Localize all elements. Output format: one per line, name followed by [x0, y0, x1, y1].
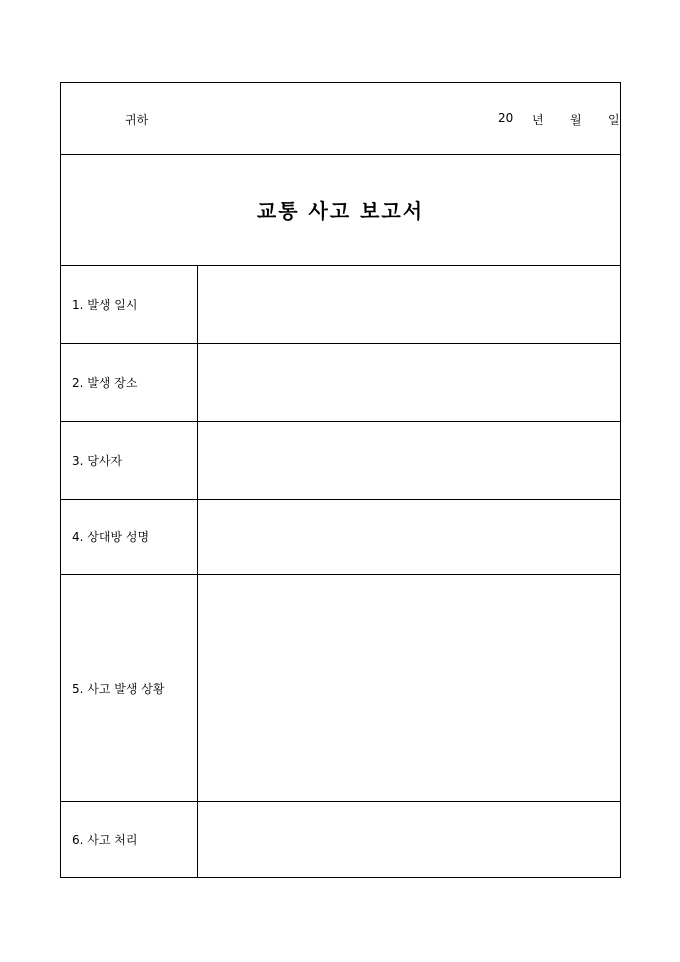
party-field[interactable] — [199, 422, 620, 499]
item-label: 1. 발생 일시 — [61, 266, 198, 343]
item-row-accident-situation — [61, 575, 620, 802]
item-row-occurrence-place — [61, 344, 620, 422]
item-row-counterparty-name — [61, 499, 620, 575]
item-label: 6. 사고 처리 — [61, 802, 198, 877]
date-year-label: 년 — [532, 113, 544, 127]
counterparty-name-field[interactable] — [199, 499, 620, 574]
accident-situation-field[interactable] — [199, 575, 620, 801]
occurrence-datetime-field[interactable] — [199, 266, 620, 343]
item-row-party — [61, 422, 620, 500]
accident-handling-field[interactable] — [199, 802, 620, 877]
item-label: 3. 당사자 — [61, 422, 198, 499]
page-title: 교통 사고 보고서 — [256, 199, 425, 223]
date-day-label: 일 — [608, 113, 620, 127]
item-label: 5. 사고 발생 상황 — [61, 575, 198, 801]
addressee-label: 귀하 — [125, 113, 149, 127]
date-month-label: 월 — [570, 113, 582, 127]
item-row-accident-handling — [61, 802, 620, 877]
title-row — [61, 155, 620, 266]
header-row — [61, 83, 620, 155]
occurrence-place-field[interactable] — [199, 344, 620, 421]
date-year-prefix: 20 — [498, 111, 514, 125]
accident-report-form — [60, 82, 621, 878]
item-row-occurrence-datetime — [61, 266, 620, 344]
item-label: 4. 상대방 성명 — [61, 499, 198, 574]
item-label: 2. 발생 장소 — [61, 344, 198, 421]
